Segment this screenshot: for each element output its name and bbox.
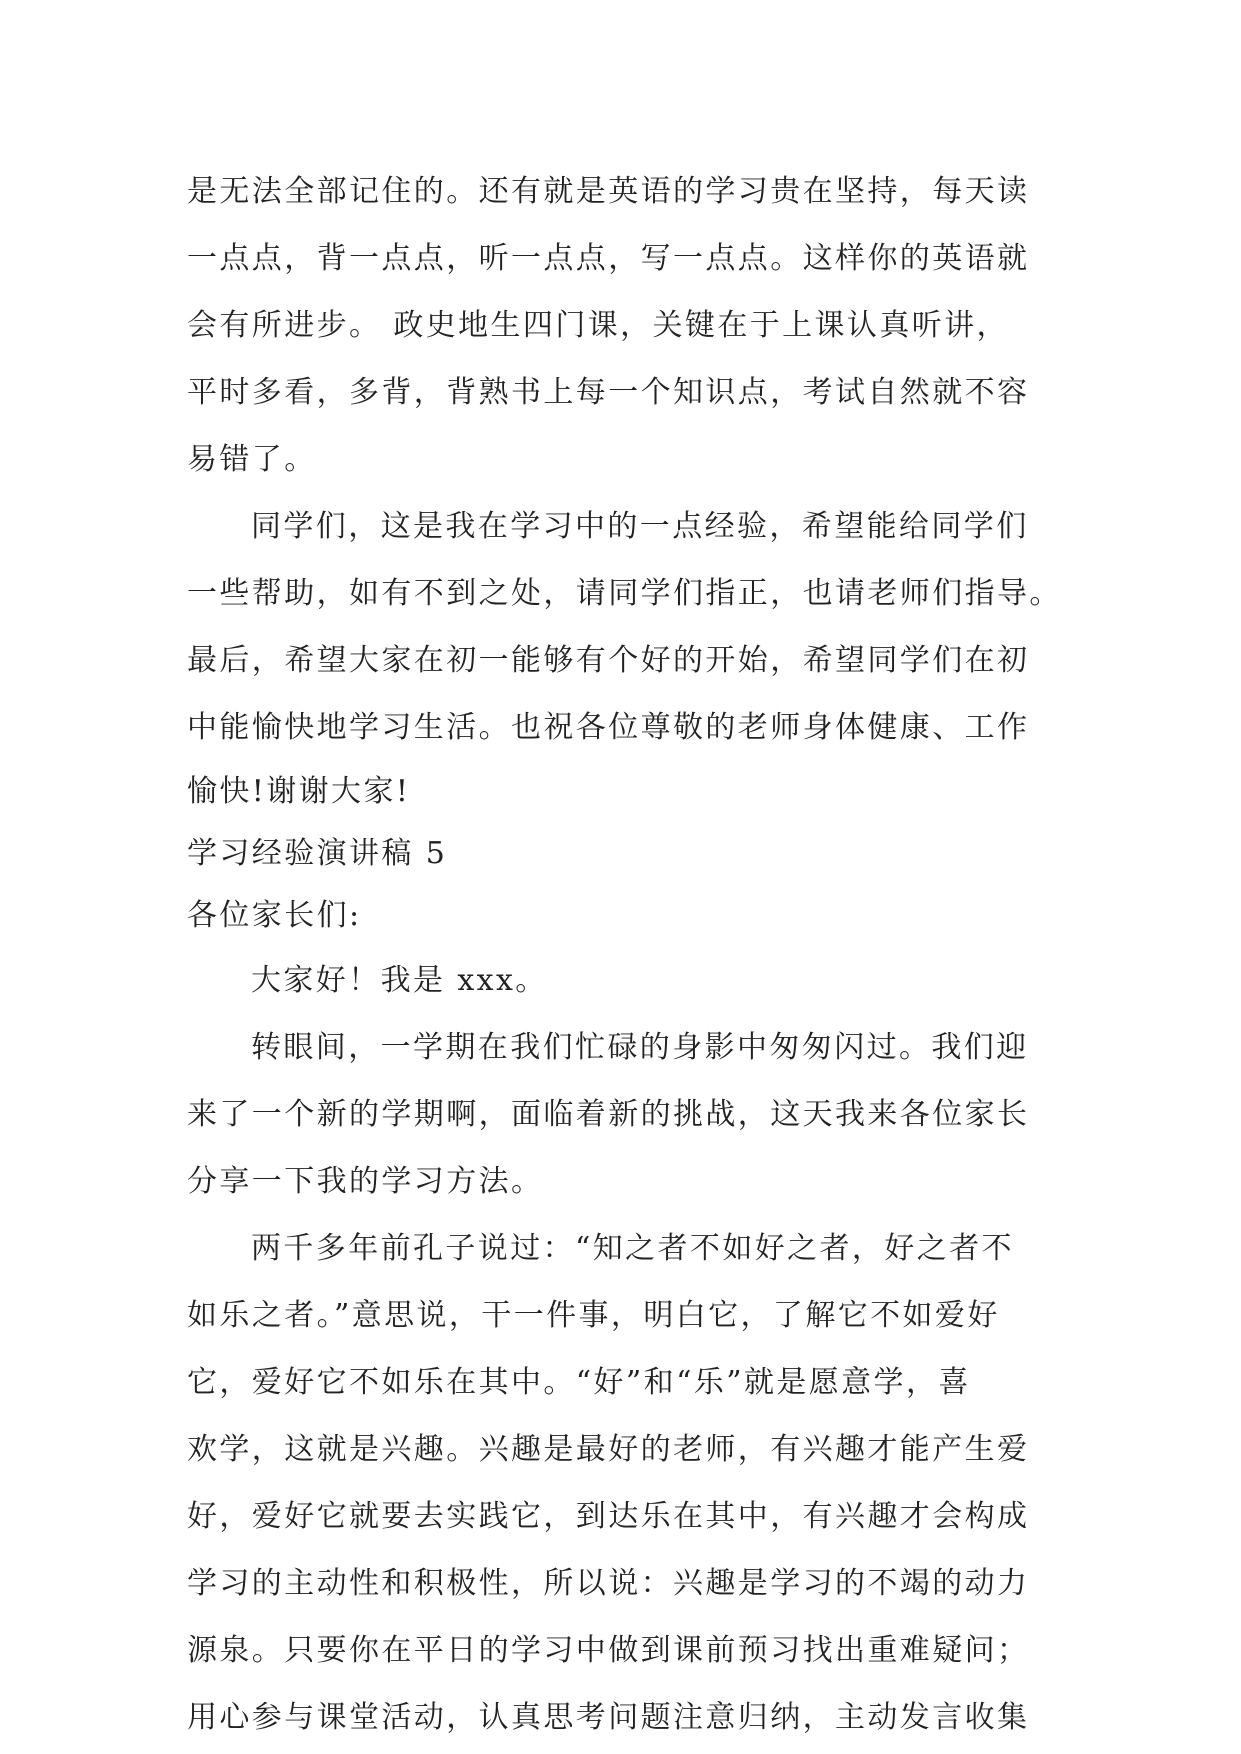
text-line: 一点点，背一点点，听一点点，写一点点。这样你的英语就	[187, 241, 1030, 276]
text-line: 源泉。只要你在平日的学习中做到课前预习找出重难疑问；	[187, 1633, 1030, 1668]
text-line: 会有所进步。 政史地生四门课，关键在于上课认真听讲，	[187, 308, 1009, 343]
text-line: 它，爱好它不如乐在其中。“好”和“乐”就是愿意学，喜	[187, 1365, 971, 1400]
text-line: 用心参与课堂活动，认真思考问题注意归纳，主动发言收集	[187, 1700, 1030, 1735]
text-line: 愉快!谢谢大家!	[187, 774, 411, 809]
salutation-line: 各位家长们:	[187, 898, 362, 933]
text-line: 最后，希望大家在初一能够有个好的开始，希望同学们在初	[187, 643, 1030, 678]
paragraph-start-line: 两千多年前孔子说过：“知之者不如好之者，好之者不	[251, 1231, 1014, 1266]
text-line: 如乐之者。”意思说，干一件事，明白它，了解它不如爱好	[187, 1298, 1000, 1333]
text-line: 分享一下我的学习方法。	[187, 1164, 544, 1199]
greeting-line: 大家好！我是 xxx。	[251, 963, 548, 998]
paragraph-start-line: 同学们，这是我在学习中的一点经验，希望能给同学们	[251, 509, 1029, 544]
text-line: 来了一个新的学期啊，面临着新的挑战，这天我来各位家长	[187, 1097, 1030, 1132]
document-body	[187, 158, 1067, 1751]
text-line: 欢学，这就是兴趣。兴趣是最好的老师，有兴趣才能产生爱	[187, 1432, 1030, 1467]
text-line: 是无法全部记住的。还有就是英语的学习贵在坚持，每天读	[187, 174, 1030, 209]
text-line: 易错了。	[187, 442, 317, 477]
text-line: 一些帮助，如有不到之处，请同学们指正，也请老师们指导。	[187, 576, 1062, 611]
text-line: 学习的主动性和积极性，所以说：兴趣是学习的不竭的动力	[187, 1566, 1030, 1601]
text-line: 好，爱好它就要去实践它，到达乐在其中，有兴趣才会构成	[187, 1499, 1030, 1534]
text-line: 中能愉快地学习生活。也祝各位尊敬的老师身体健康、工作	[187, 710, 1030, 745]
section-heading: 学习经验演讲稿 5	[187, 836, 448, 871]
text-line: 平时多看，多背，背熟书上每一个知识点，考试自然就不容	[187, 375, 1030, 410]
paragraph-start-line: 转眼间，一学期在我们忙碌的身影中匆匆闪过。我们迎	[251, 1030, 1029, 1065]
